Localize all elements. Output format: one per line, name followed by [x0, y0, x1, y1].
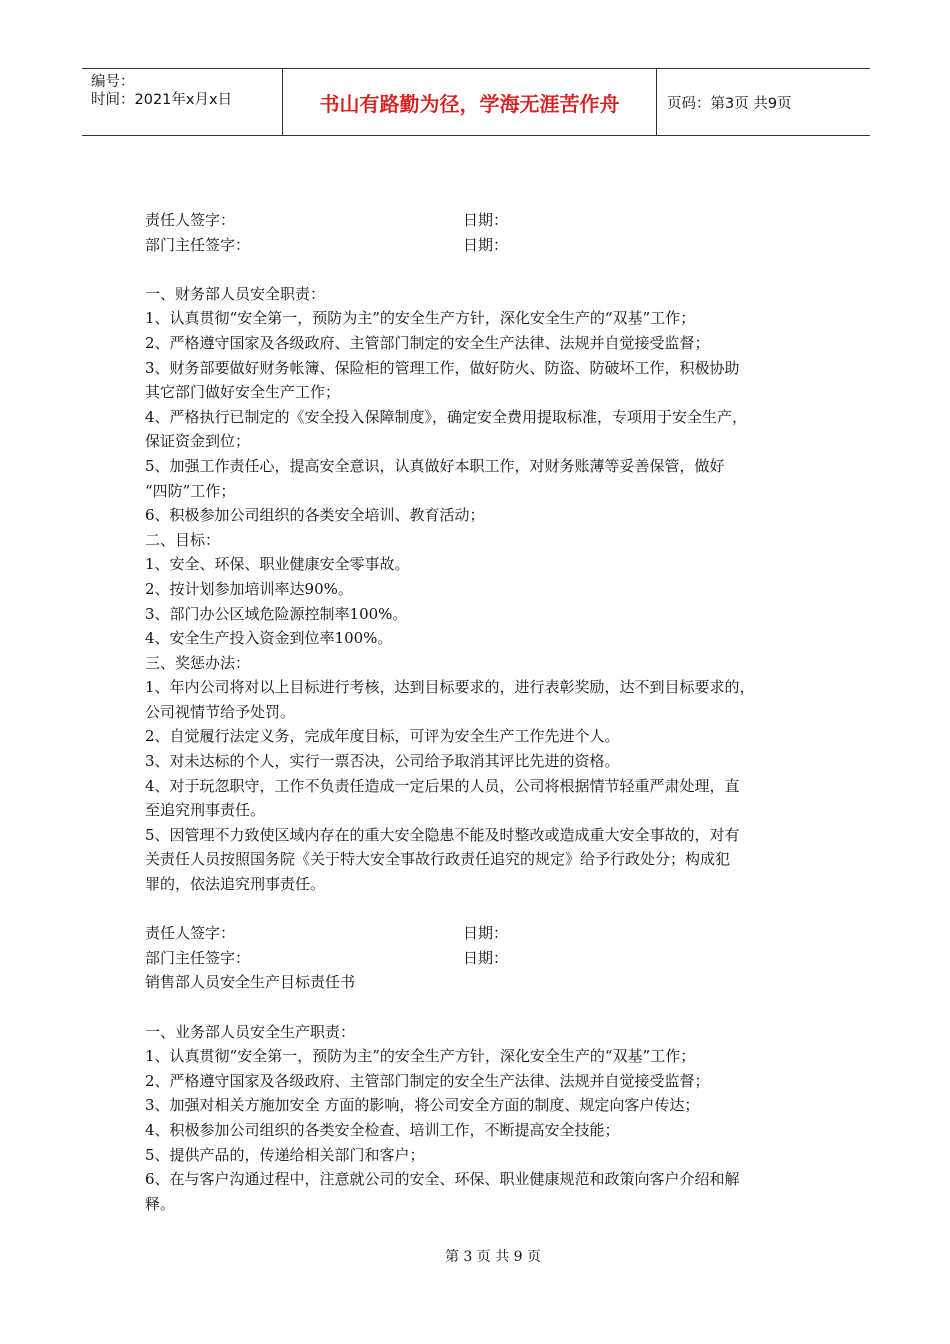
- date-label: 日期：: [463, 948, 509, 967]
- paragraph-line: 3、财务部要做好财务帐簿、保险柜的管理工作，做好防火、防盗、防破坏工作，积极协助: [145, 358, 740, 377]
- date-label: 日期：: [463, 235, 509, 254]
- signature-row: [145, 921, 825, 946]
- paragraph-line: 释。: [145, 1194, 176, 1213]
- responsible-person-signature-label: 责任人签字：: [145, 211, 236, 229]
- paragraph-line: 5、加强工作责任心，提高安全意识，认真做好本职工作，对财务账薄等妥善保管，做好: [145, 456, 725, 475]
- section-title-rewards: 三、奖惩办法：: [145, 653, 251, 672]
- paragraph-line: 保证资金到位；: [145, 432, 251, 451]
- paragraph-line: 4、安全生产投入资金到位率100%。: [145, 629, 393, 648]
- paragraph-line: 至追究刑事责任。: [145, 801, 266, 820]
- paragraph-line: 公司视情节给予处罚。: [145, 702, 296, 721]
- document-body: [145, 208, 825, 1216]
- paragraph-line: 6、积极参加公司组织的各类安全培训、教育活动；: [145, 506, 485, 525]
- paragraph-line: 3、加强对相关方施加安全 方面的影响，将公司安全方面的制度、规定向客户传达；: [145, 1096, 700, 1115]
- paragraph-line: 1、安全、环保、职业健康安全零事故。: [145, 555, 410, 574]
- paragraph-line: 4、积极参加公司组织的各类安全检查、培训工作，不断提高安全技能；: [145, 1120, 620, 1139]
- paragraph-line: 5、提供产品的，传递给相关部门和客户；: [145, 1145, 425, 1164]
- paragraph-line: 3、部门办公区域危险源控制率100%。: [145, 604, 408, 623]
- department-director-signature-label: 部门主任签字：: [145, 235, 251, 254]
- document-time-label: 时间：2021年x月x日: [91, 92, 233, 108]
- page-header: [82, 68, 870, 136]
- paragraph-line: 罪的，依法追究刑事责任。: [145, 875, 326, 894]
- paragraph-line: 2、按计划参加培训率达90%。: [145, 579, 353, 598]
- department-director-signature-label: 部门主任签字：: [145, 948, 251, 967]
- paragraph-line: 4、对于玩忽职守，工作不负责任造成一定后果的人员，公司将根据情节轻重严肃处理，直: [145, 776, 740, 795]
- paragraph-line: 6、在与客户沟通过程中，注意就公司的安全、环保、职业健康规范和政策向客户介绍和解: [145, 1170, 740, 1189]
- paragraph-line: 3、对未达标的个人，实行一票否决，公司给予取消其评比先进的资格。: [145, 752, 620, 771]
- responsible-person-signature-label: 责任人签字：: [145, 924, 236, 943]
- signature-row: [145, 233, 825, 258]
- page-footer: 第 3 页 共 9 页: [444, 1249, 542, 1265]
- signature-row: [145, 946, 825, 971]
- signature-row: [145, 208, 825, 233]
- section-title-goals: 二、目标：: [145, 530, 221, 549]
- document-number-label: 编号：: [91, 74, 135, 90]
- paragraph-line: 2、自觉履行法定义务，完成年度目标，可评为安全生产工作先进个人。: [145, 727, 620, 746]
- date-label: 日期：: [463, 211, 509, 229]
- header-page-code: 页码：第3页 共9页: [667, 95, 792, 112]
- paragraph-line: 1、认真贯彻“安全第一，预防为主”的安全生产方针，深化安全生产的“双基”工作；: [145, 1047, 696, 1066]
- header-motto: 书山有路勤为径，学海无涯苦作舟: [283, 69, 657, 135]
- date-label: 日期：: [463, 924, 509, 943]
- paragraph-line: 1、年内公司将对以上目标进行考核，达到目标要求的，进行表彰奖励，达不到目标要求的，: [145, 678, 755, 697]
- header-info: [82, 69, 283, 135]
- paragraph-line: 2、严格遵守国家及各级政府、主管部门制定的安全生产法律、法规并自觉接受监督；: [145, 1071, 710, 1090]
- section-title-finance: 一、财务部人员安全职责：: [145, 284, 326, 303]
- paragraph-line: “四防”工作；: [145, 481, 236, 500]
- paragraph-line: 其它部门做好安全生产工作；: [145, 383, 341, 402]
- paragraph-line: 4、严格执行已制定的《安全投入保障制度》，确定安全费用提取标准，专项用于安全生产，: [145, 407, 748, 426]
- paragraph-line: 2、严格遵守国家及各级政府、主管部门制定的安全生产法律、法规并自觉接受监督；: [145, 333, 710, 352]
- paragraph-line: 关责任人员按照国务院《关于特大安全事故行政责任追究的规定》给予行政处分；构成犯: [145, 850, 731, 869]
- section-title-business: 一、业务部人员安全生产职责：: [145, 1022, 356, 1041]
- paragraph-line: 5、因管理不力致使区域内存在的重大安全隐患不能及时整改或造成重大安全事故的，对有: [145, 825, 740, 844]
- sales-document-title: 销售部人员安全生产目标责任书: [145, 973, 356, 992]
- paragraph-line: 1、认真贯彻“安全第一，预防为主”的安全生产方针，深化安全生产的“双基”工作；: [145, 309, 696, 328]
